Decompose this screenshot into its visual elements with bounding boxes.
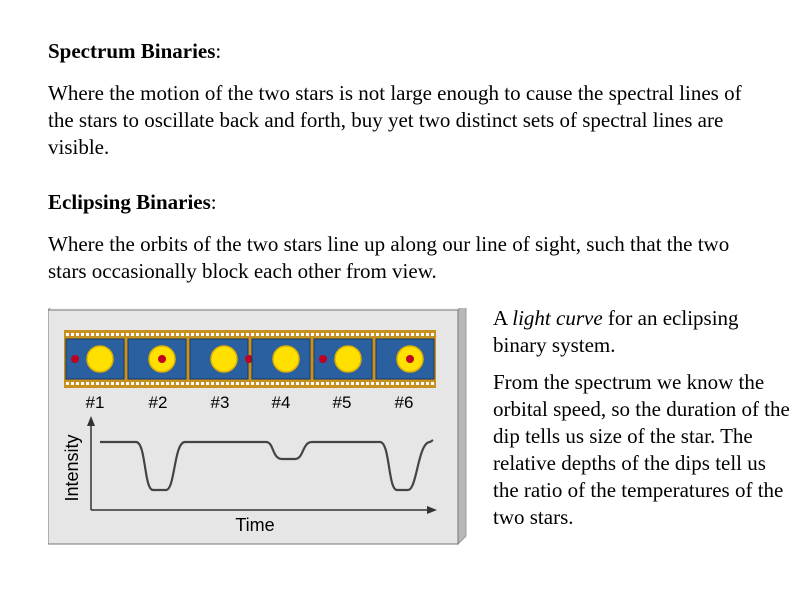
film-perforation: [361, 333, 364, 336]
frame-label: #5: [332, 393, 352, 412]
film-perforation: [101, 382, 104, 385]
film-perforation: [376, 382, 379, 385]
primary-star: [211, 346, 237, 372]
primary-star: [335, 346, 361, 372]
film-perforation: [171, 382, 174, 385]
film-perforation: [176, 333, 179, 336]
film-perforation: [316, 382, 319, 385]
film-perforation: [91, 333, 94, 336]
film-perforation: [106, 382, 109, 385]
film-perforation: [311, 333, 314, 336]
film-perforation: [101, 333, 104, 336]
film-perforation: [266, 382, 269, 385]
figure-sidebar: [493, 305, 793, 531]
caption-emphasis: light curve: [512, 306, 603, 330]
film-perforation: [216, 333, 219, 336]
panel-side-face: [458, 308, 466, 544]
figure-explanation: From the spectrum we know the orbital speed, so the duration of the dip tells us size of the star. The relative depths of the dips tell us the ratio of the temperatures of the two stars.: [493, 370, 790, 529]
film-perforation: [146, 333, 149, 336]
film-perforation: [201, 333, 204, 336]
film-perforation: [236, 382, 239, 385]
film-perforation: [336, 382, 339, 385]
film-perforation: [66, 333, 69, 336]
film-perforation: [416, 382, 419, 385]
film-perforation: [341, 382, 344, 385]
film-perforation: [281, 333, 284, 336]
film-perforation: [326, 382, 329, 385]
film-perforation: [201, 382, 204, 385]
film-perforation: [411, 333, 414, 336]
film-perforation: [286, 382, 289, 385]
film-perforation: [376, 333, 379, 336]
film-perforation: [411, 382, 414, 385]
film-perforation: [336, 333, 339, 336]
film-perforation: [366, 333, 369, 336]
film-perforation: [371, 333, 374, 336]
film-perforation: [161, 333, 164, 336]
film-perforation: [271, 382, 274, 385]
film-perforation: [221, 333, 224, 336]
film-perforation: [211, 382, 214, 385]
film-perforation: [221, 382, 224, 385]
film-perforation: [166, 382, 169, 385]
film-perforation: [406, 382, 409, 385]
film-perforation: [86, 333, 89, 336]
film-perforation: [146, 382, 149, 385]
eclipsing-binaries-heading: [48, 189, 217, 215]
film-perforation: [246, 382, 249, 385]
film-perforation: [131, 333, 134, 336]
film-perforation: [76, 333, 79, 336]
film-perforation: [321, 333, 324, 336]
film-perforation: [226, 382, 229, 385]
film-perforation: [186, 382, 189, 385]
film-perforation: [381, 333, 384, 336]
film-perforation: [371, 382, 374, 385]
film-perforation: [261, 333, 264, 336]
x-axis-label: Time: [235, 515, 275, 535]
film-perforation: [256, 333, 259, 336]
film-perforation: [341, 333, 344, 336]
film-perforation: [271, 333, 274, 336]
film-perforation: [81, 333, 84, 336]
film-perforation: [236, 333, 239, 336]
film-perforation: [286, 333, 289, 336]
film-perforation: [396, 333, 399, 336]
film-perforation: [316, 333, 319, 336]
eclipsing-binaries-colon: :: [210, 190, 217, 214]
film-perforation: [96, 382, 99, 385]
film-perforation: [206, 382, 209, 385]
film-perforation: [226, 333, 229, 336]
film-perforation: [181, 382, 184, 385]
film-perforation: [206, 333, 209, 336]
film-perforation: [326, 333, 329, 336]
film-perforation: [96, 333, 99, 336]
film-perforation: [196, 382, 199, 385]
film-perforation: [331, 382, 334, 385]
film-perforation: [276, 333, 279, 336]
film-perforation: [416, 333, 419, 336]
film-perforation: [266, 333, 269, 336]
spectrum-binaries-heading: [48, 38, 221, 64]
film-perforation: [241, 382, 244, 385]
film-perforation: [431, 382, 434, 385]
film-perforation: [311, 382, 314, 385]
film-perforation: [256, 382, 259, 385]
film-perforation: [421, 333, 424, 336]
film-perforation: [166, 333, 169, 336]
film-perforation: [281, 382, 284, 385]
film-perforation: [86, 382, 89, 385]
frame-label: #1: [85, 393, 105, 412]
film-perforation: [426, 333, 429, 336]
film-perforation: [346, 333, 349, 336]
film-perforation: [251, 382, 254, 385]
y-axis-label: Intensity: [62, 434, 82, 502]
film-perforation: [106, 333, 109, 336]
film-perforation: [66, 382, 69, 385]
film-perforation: [126, 382, 129, 385]
film-perforation: [431, 333, 434, 336]
film-perforation: [116, 382, 119, 385]
film-perforation: [186, 333, 189, 336]
film-perforation: [396, 382, 399, 385]
film-perforation: [426, 382, 429, 385]
companion-star: [158, 355, 166, 363]
spectrum-binaries-text: Where the motion of the two stars is not large enough to cause the spectral lines of the stars to oscillate back and forth, buy yet two distinct sets of spectral lines are visible.: [48, 81, 742, 159]
film-perforation: [331, 333, 334, 336]
primary-star: [87, 346, 113, 372]
film-perforation: [116, 333, 119, 336]
light-curve-figure: [48, 308, 468, 548]
film-perforation: [151, 333, 154, 336]
film-perforation: [136, 333, 139, 336]
primary-star: [273, 346, 299, 372]
film-perforation: [421, 382, 424, 385]
film-perforation: [401, 382, 404, 385]
film-perforation: [136, 382, 139, 385]
film-perforation: [391, 382, 394, 385]
film-perforation: [391, 333, 394, 336]
film-perforation: [381, 382, 384, 385]
film-perforation: [291, 333, 294, 336]
film-perforation: [401, 333, 404, 336]
film-perforation: [386, 382, 389, 385]
film-perforation: [321, 382, 324, 385]
companion-star: [71, 355, 79, 363]
film-perforation: [306, 382, 309, 385]
film-perforation: [406, 333, 409, 336]
film-perforation: [71, 382, 74, 385]
film-perforation: [276, 382, 279, 385]
eclipsing-binaries-text: Where the orbits of the two stars line up along our line of sight, such that the two stars occasionally block each other from view.: [48, 232, 730, 283]
film-perforation: [301, 382, 304, 385]
frame-label: #3: [210, 393, 230, 412]
film-perforation: [126, 333, 129, 336]
film-perforation: [121, 333, 124, 336]
film-perforation: [176, 382, 179, 385]
film-perforation: [161, 382, 164, 385]
film-perforation: [361, 382, 364, 385]
film-perforation: [91, 382, 94, 385]
film-perforation: [196, 333, 199, 336]
film-perforation: [301, 333, 304, 336]
film-perforation: [111, 333, 114, 336]
film-perforation: [306, 333, 309, 336]
film-perforation: [156, 333, 159, 336]
film-perforation: [216, 382, 219, 385]
film-perforation: [191, 382, 194, 385]
film-perforation: [156, 382, 159, 385]
spectrum-binaries-title: Spectrum Binaries: [48, 39, 216, 63]
film-perforation: [356, 382, 359, 385]
film-perforation: [111, 382, 114, 385]
film-perforation: [131, 382, 134, 385]
film-perforation: [76, 382, 79, 385]
film-perforation: [356, 333, 359, 336]
film-perforation: [231, 382, 234, 385]
spectrum-binaries-colon: :: [215, 39, 222, 63]
film-perforation: [291, 382, 294, 385]
film-perforation: [141, 333, 144, 336]
film-perforation: [141, 382, 144, 385]
film-perforation: [151, 382, 154, 385]
companion-star: [406, 355, 414, 363]
film-perforation: [296, 333, 299, 336]
film-perforation: [81, 382, 84, 385]
film-perforation: [351, 382, 354, 385]
film-perforation: [251, 333, 254, 336]
eclipsing-binaries-title: Eclipsing Binaries: [48, 190, 211, 214]
film-perforation: [366, 382, 369, 385]
film-perforation: [231, 333, 234, 336]
film-perforation: [211, 333, 214, 336]
film-perforation: [351, 333, 354, 336]
frame-label: #2: [148, 393, 168, 412]
film-perforation: [181, 333, 184, 336]
film-perforation: [191, 333, 194, 336]
film-perforation: [241, 333, 244, 336]
frame-label: #4: [271, 393, 291, 412]
caption-prefix: A: [493, 306, 513, 330]
film-perforation: [246, 333, 249, 336]
film-perforation: [296, 382, 299, 385]
film-perforation: [261, 382, 264, 385]
film-perforation: [71, 333, 74, 336]
frame-label: #6: [394, 393, 414, 412]
film-perforation: [171, 333, 174, 336]
caption-suffix: for an eclipsing binary system.: [493, 306, 739, 357]
companion-star: [319, 355, 327, 363]
film-perforation: [386, 333, 389, 336]
film-perforation: [121, 382, 124, 385]
film-perforation: [346, 382, 349, 385]
figure-caption: [493, 305, 793, 359]
